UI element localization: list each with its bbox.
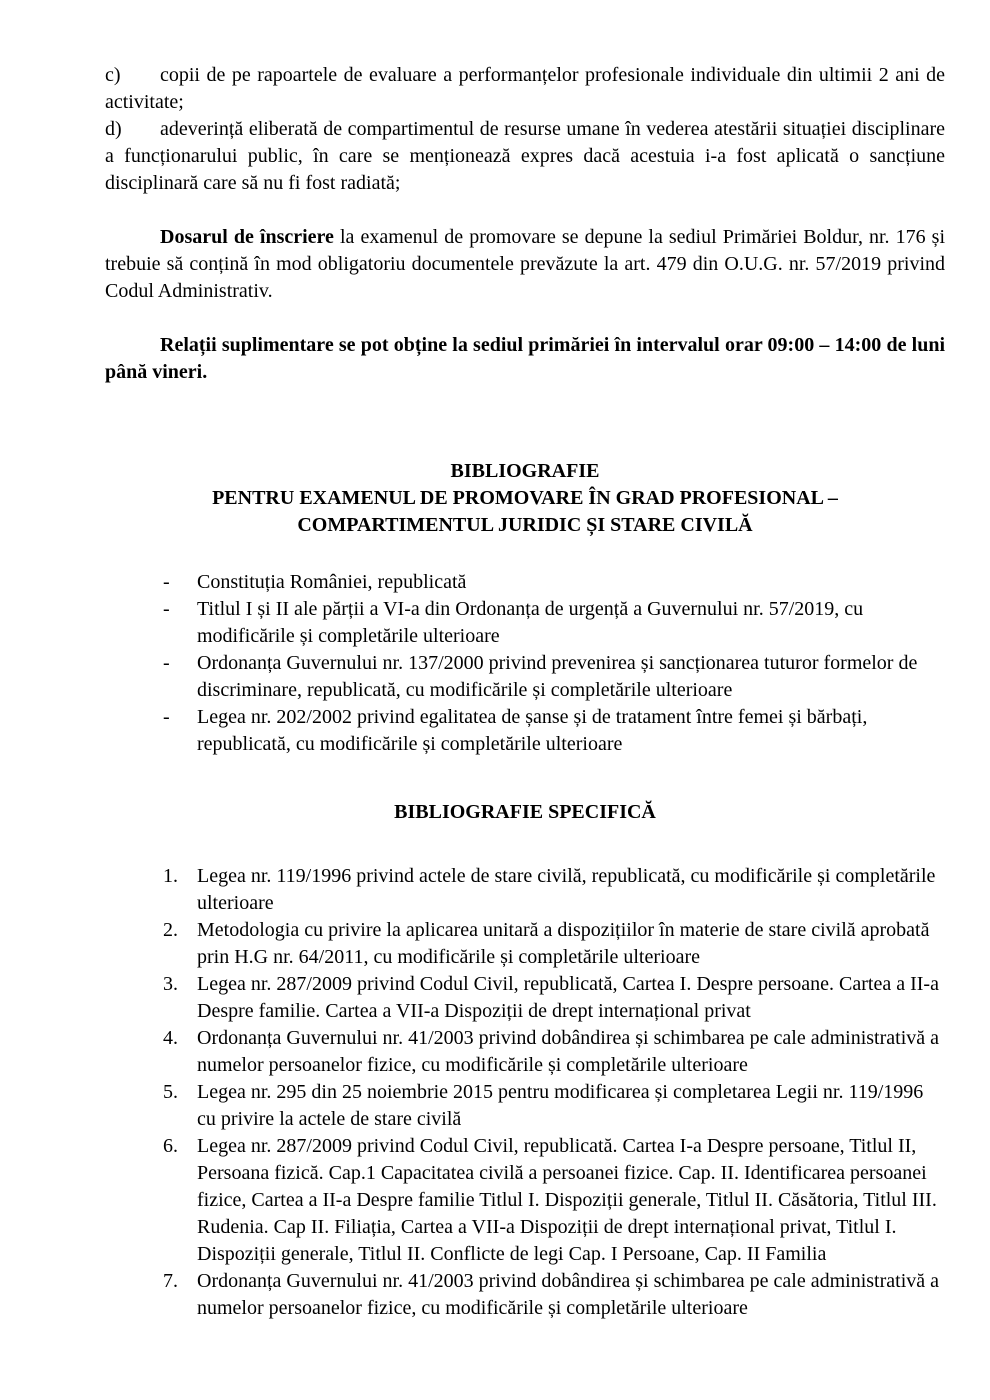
list-item-text: Legea nr. 287/2009 privind Codul Civil, republicată. Cartea I-a Despre persoane, Titlul II, Persoana fizică. Cap.1 Capacitatea civilă a persoanei fizice. Cap. II. Identificarea persoanei fizice, Cartea a II-a Despre familie Titlul I. Dispoziții generale, Titlul II. Căsătoria, Titlul III. Rudenia. Cap II. Filiația, Cartea a VII-a Dispoziții de drept internațional privat, Titlul I. Dispoziții generale, Titlul II. Conflicte de legi Cap. I Persoane, Cap. II Familia [197, 1135, 937, 1265]
enrollment-file-lead: Dosarul de înscriere [160, 226, 334, 248]
list-item-text: Legea nr. 287/2009 privind Codul Civil, republicată, Cartea I. Despre persoane. Cartea a II-a Despre familie. Cartea a VII-a Dispoziții de drept internațional privat [197, 973, 939, 1022]
list-letter-d: d) [105, 118, 122, 140]
list-item-text: Ordonanța Guvernului nr. 137/2000 privind prevenirea și sancționarea tuturor formelor de discriminare, republicată, cu modificările și completările ulterioare [197, 652, 918, 701]
list-item-text: Legea nr. 202/2002 privind egalitatea de șanse și de tratament între femei și bărbați, republicată, cu modificările și completările ulterioare [197, 706, 868, 755]
list-item-text: Titlul I și II ale părții a VI-a din Ordonanța de urgență a Guvernului nr. 57/2019, cu modificările și completările ulterioare [197, 598, 864, 647]
list-item [105, 650, 945, 704]
list-number: 6. [163, 1135, 178, 1157]
specific-bibliography-list [105, 863, 945, 1322]
enrollment-file-rest: la examenul de promovare se depune la sediul Primăriei Boldur, nr. 176 și trebuie să conțină în mod obligatoriu documentele prevăzute la art. 479 din O.U.G. nr. 57/2019 privind Codul Administrativ. [105, 226, 945, 302]
list-item [105, 1268, 945, 1322]
list-item-text: Constituția României, republicată [197, 571, 467, 593]
bullet-marker: - [163, 652, 170, 674]
intro-paragraph-d [105, 116, 945, 197]
list-letter-c: c) [105, 64, 121, 86]
bullet-marker: - [163, 706, 170, 728]
list-item [105, 569, 945, 596]
list-number: 3. [163, 973, 178, 995]
bibliography-heading [105, 458, 945, 539]
intro-paragraph-d-text: adeverință eliberată de compartimentul de resurse umane în vederea atestării situației disciplinare a funcționarului public, în care se menționează expres dacă acestuia i-a fost aplicată o sancțiune disciplinară care să nu fi fost radiată; [105, 118, 945, 194]
enrollment-file-paragraph [105, 224, 945, 305]
bibliography-heading-line2: PENTRU EXAMENUL DE PROMOVARE ÎN GRAD PROFESIONAL – [212, 487, 838, 509]
bullet-marker: - [163, 598, 170, 620]
list-item [105, 971, 945, 1025]
list-item-text: Legea nr. 119/1996 privind actele de stare civilă, republicată, cu modificările și completările ulterioare [197, 865, 936, 914]
list-number: 2. [163, 919, 178, 941]
additional-info-paragraph: Relații suplimentare se pot obține la sediul primăriei în intervalul orar 09:00 – 14:00 de luni până vineri. [105, 334, 945, 383]
list-item [105, 704, 945, 758]
list-item [105, 596, 945, 650]
list-number: 1. [163, 865, 178, 887]
intro-paragraph-c-text: copii de pe rapoartele de evaluare a performanțelor profesionale individuale din ultimii 2 ani de activitate; [105, 64, 945, 113]
list-item-text: Metodologia cu privire la aplicarea unitară a dispozițiilor în materie de stare civilă aprobată prin H.G nr. 64/2011, cu modificările și completările ulterioare [197, 919, 930, 968]
list-item-text: Ordonanța Guvernului nr. 41/2003 privind dobândirea și schimbarea pe cale administrativă a numelor persoanelor fizice, cu modificările și completările ulterioare [197, 1027, 940, 1076]
list-item [105, 1079, 945, 1133]
list-number: 7. [163, 1270, 178, 1292]
bibliography-heading-line3: COMPARTIMENTUL JURIDIC ȘI STARE CIVILĂ [297, 514, 753, 536]
list-item-text: Ordonanța Guvernului nr. 41/2003 privind dobândirea și schimbarea pe cale administrativă a numelor persoanelor fizice, cu modificările și completările ulterioare [197, 1270, 940, 1319]
list-number: 4. [163, 1027, 178, 1049]
list-number: 5. [163, 1081, 178, 1103]
bullet-marker: - [163, 571, 170, 593]
list-item-text: Legea nr. 295 din 25 noiembrie 2015 pentru modificarea și completarea Legii nr. 119/1996 cu privire la actele de stare civilă [197, 1081, 924, 1130]
specific-bibliography-heading: BIBLIOGRAFIE SPECIFICĂ [394, 801, 656, 823]
intro-paragraph-c [105, 62, 945, 116]
list-item [105, 917, 945, 971]
list-item [105, 1133, 945, 1268]
list-item [105, 1025, 945, 1079]
bibliography-heading-line1: BIBLIOGRAFIE [450, 460, 600, 482]
list-item [105, 863, 945, 917]
bibliography-list [105, 569, 945, 758]
